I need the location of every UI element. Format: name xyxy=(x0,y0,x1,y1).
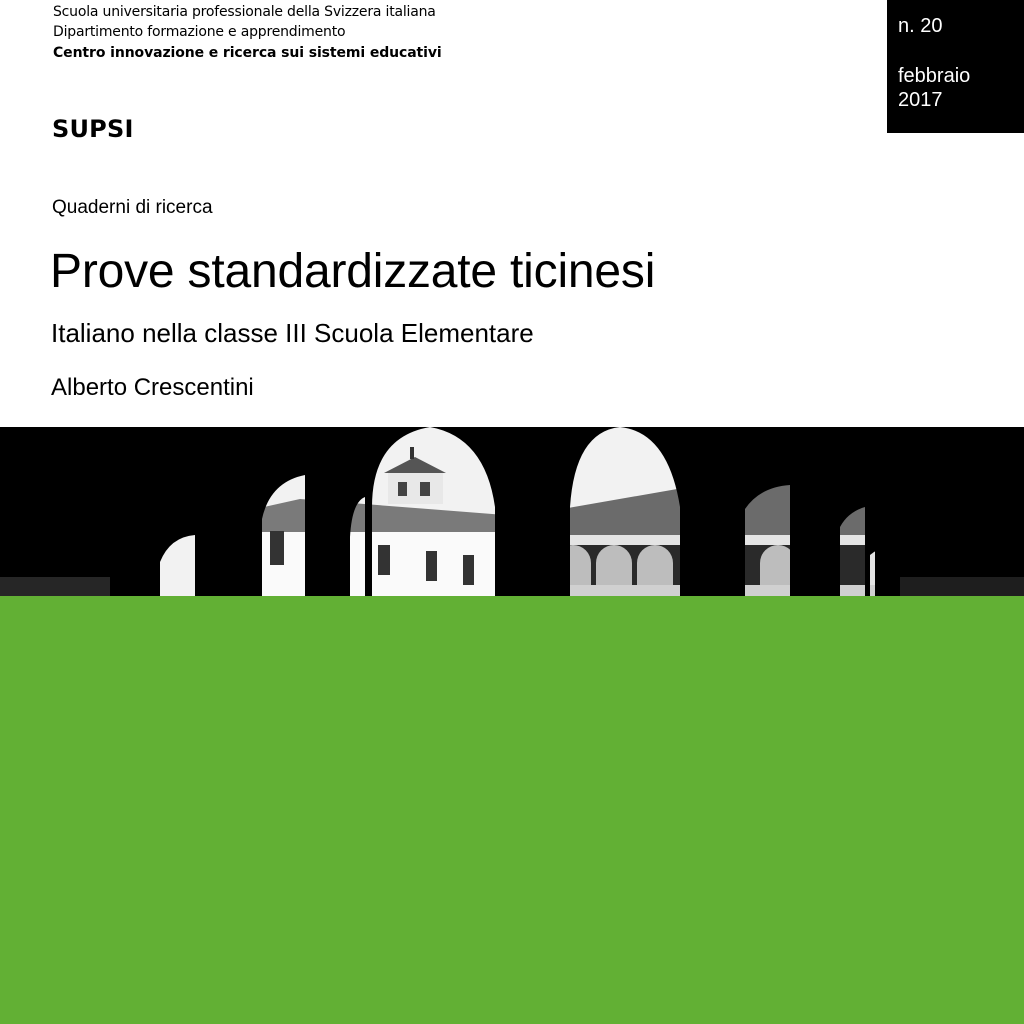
document-subtitle: Italiano nella classe III Scuola Elementare xyxy=(51,318,534,348)
issue-year: 2017 xyxy=(898,89,943,111)
issue-box xyxy=(887,0,1024,133)
issue-date xyxy=(898,64,970,112)
supsi-logo: SUPSI xyxy=(52,115,134,143)
issue-number: n. 20 xyxy=(898,15,943,37)
author-name: Alberto Crescentini xyxy=(51,374,254,401)
institution-name: Scuola universitaria professionale della Svizzera italiana xyxy=(53,4,436,20)
issue-month: febbraio xyxy=(898,65,971,87)
green-panel xyxy=(0,596,1024,1024)
cloister-photo xyxy=(0,427,1024,596)
center-name: Centro innovazione e ricerca sui sistemi educativi xyxy=(53,45,442,61)
document-title: Prove standardizzate ticinesi xyxy=(50,245,656,298)
department-name: Dipartimento formazione e apprendimento xyxy=(53,24,346,40)
series-label: Quaderni di ricerca xyxy=(52,197,213,218)
